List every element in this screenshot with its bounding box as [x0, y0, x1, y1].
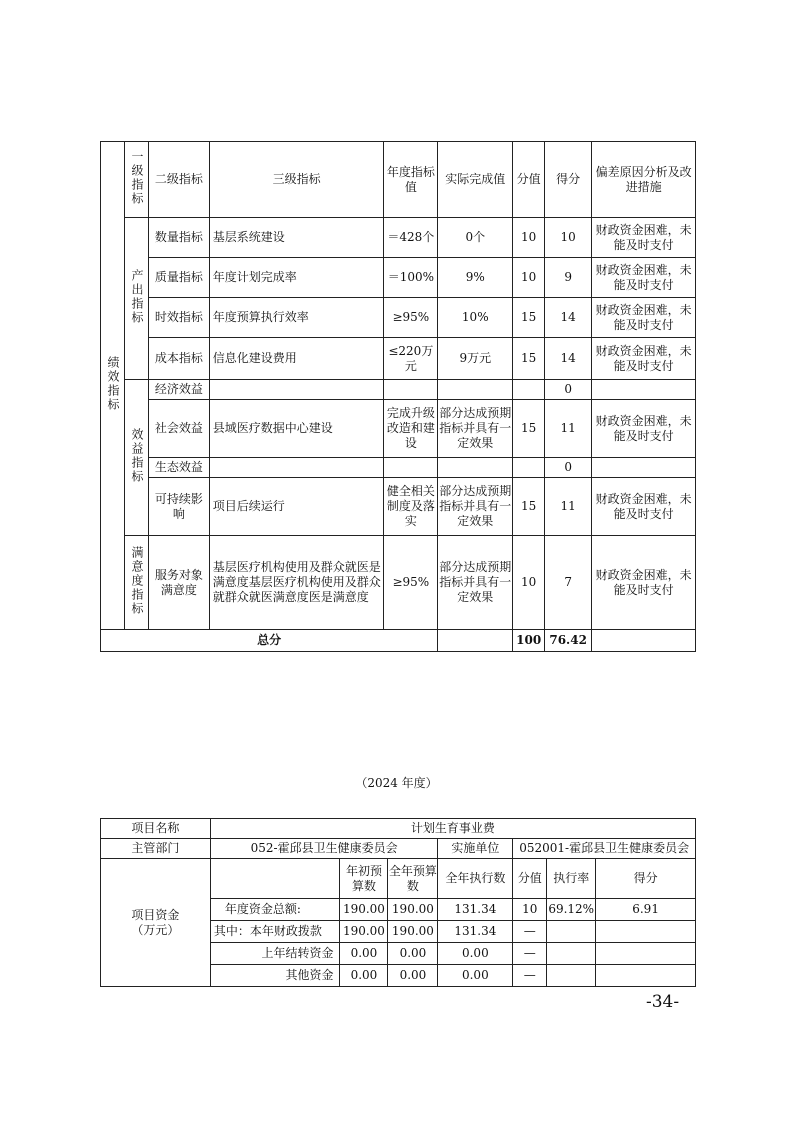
dept-value: 052-霍邱县卫生健康委员会 — [210, 839, 438, 859]
table-row: 其中：本年财政拨款 190.00 190.00 131.34 — — [101, 921, 696, 943]
header-actual: 实际完成值 — [438, 142, 513, 218]
header-weight: 分值 — [513, 859, 547, 899]
header-score: 得分 — [545, 142, 592, 218]
dept-label: 主管部门 — [101, 839, 211, 859]
page-number: -34- — [646, 992, 680, 1012]
table-row: 生态效益 0 — [101, 458, 696, 478]
funds-label: 项目资金（万元） — [101, 859, 211, 987]
header-score: 得分 — [596, 859, 696, 899]
header-level3: 三级指标 — [209, 142, 384, 218]
header-level2: 二级指标 — [148, 142, 209, 218]
total-score: 76.42 — [545, 630, 592, 652]
header-initial-budget: 年初预算数 — [340, 859, 388, 899]
outer-label-cell — [101, 142, 125, 630]
outer-label: 绩效指标 — [105, 355, 120, 412]
table-row: 满意度指标 服务对象满意度 基层医疗机构使用及群众就医是满意度基层医疗机构使用及群众就群众就医满意度医是满意度 ≥95% 部分达成预期指标并具有一定效果 10 7 财政资金困难，未能及时支付 — [101, 536, 696, 630]
table-row: 上年结转资金 0.00 0.00 0.00 — — [101, 943, 696, 965]
group-output: 产出指标 — [124, 218, 148, 380]
project-name: 计划生育事业费 — [210, 819, 695, 839]
header-target: 年度指标值 — [384, 142, 438, 218]
header-rate: 执行率 — [547, 859, 596, 899]
group-satisfaction: 满意度指标 — [124, 536, 148, 630]
table-row: 效益指标 经济效益 0 — [101, 380, 696, 400]
header-level1: 一级指标 — [124, 142, 148, 218]
table-row: 其他资金 0.00 0.00 0.00 — — [101, 965, 696, 987]
total-weight: 100 — [513, 630, 545, 652]
header-annual-budget: 全年预算数 — [388, 859, 438, 899]
year-caption: （2024 年度） — [355, 776, 438, 790]
unit-value: 052001-霍邱县卫生健康委员会 — [513, 839, 696, 859]
total-row — [101, 630, 696, 652]
table-row: 产出指标 数量指标 基层系统建设 ＝428个 0个 10 10 财政资金困难，未能及时支付 — [101, 218, 696, 258]
table-row: 成本指标 信息化建设费用 ≤220万元 9万元 15 14 财政资金困难，未能及时支付 — [101, 338, 696, 380]
performance-indicator-table — [100, 141, 696, 652]
project-funds-table — [100, 818, 696, 987]
header-weight: 分值 — [513, 142, 545, 218]
header-executed: 全年执行数 — [438, 859, 513, 899]
unit-label: 实施单位 — [438, 839, 513, 859]
project-name-label: 项目名称 — [101, 819, 211, 839]
total-label: 总分 — [101, 630, 438, 652]
table-row: 社会效益 县域医疗数据中心建设 完成升级改造和建设 部分达成预期指标并具有一定效果 15 11 财政资金困难，未能及时支付 — [101, 400, 696, 458]
table-row: 时效指标 年度预算执行效率 ≥95% 10% 15 14 财政资金困难，未能及时支付 — [101, 298, 696, 338]
table-row: 质量指标 年度计划完成率 ＝100% 9% 10 9 财政资金困难，未能及时支付 — [101, 258, 696, 298]
header-reason: 偏差原因分析及改进措施 — [592, 142, 696, 218]
group-benefit: 效益指标 — [124, 380, 148, 536]
table-row: 可持续影响 项目后续运行 健全相关制度及落实 部分达成预期指标并具有一定效果 15 11 财政资金困难，未能及时支付 — [101, 478, 696, 536]
table-row: 年度资金总额: 190.00 190.00 131.34 10 69.12% 6.91 — [101, 899, 696, 921]
